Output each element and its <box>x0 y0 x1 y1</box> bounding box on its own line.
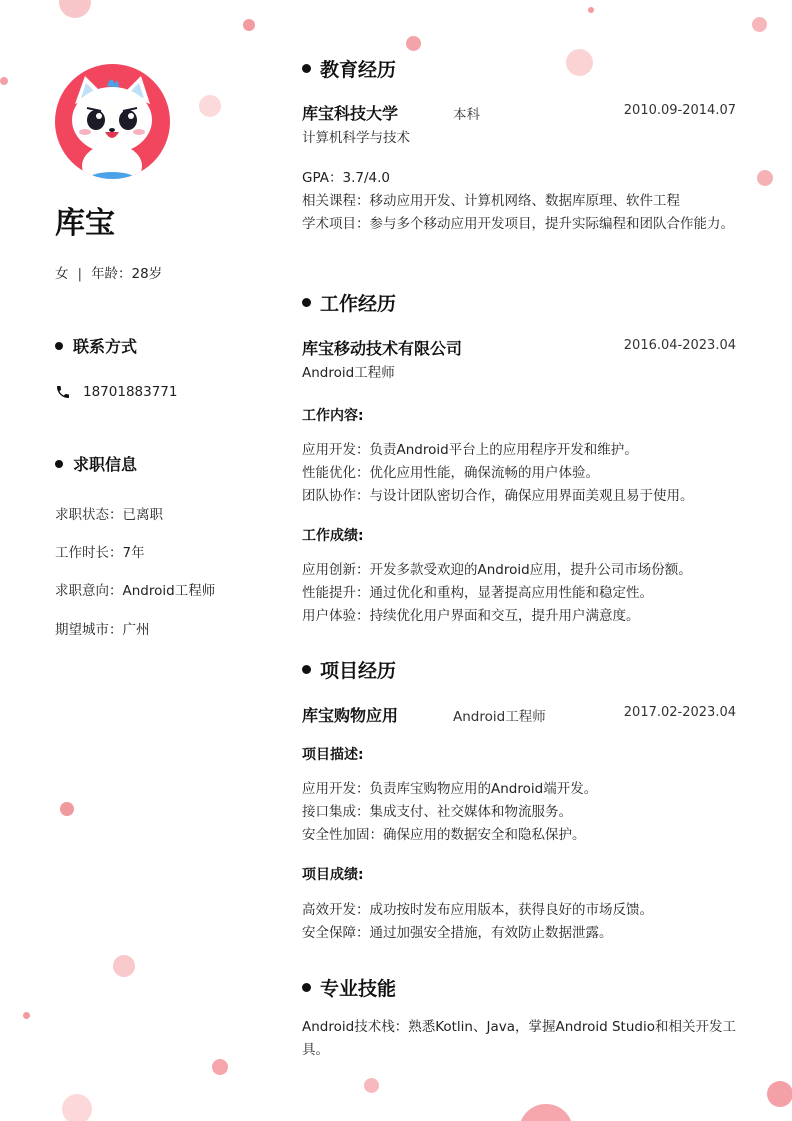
phone-number[interactable]: 18701883771 <box>83 384 178 400</box>
separator: | <box>77 266 83 282</box>
project-row <box>302 703 736 725</box>
phone-icon <box>55 384 71 400</box>
bullet-dot-icon <box>302 64 311 73</box>
skills-heading <box>302 974 396 1001</box>
contact-heading <box>55 334 137 357</box>
project-dates: 2017.02-2023.04 <box>623 705 736 720</box>
list-item: 高效开发：成功按时发布应用版本，获得良好的市场反馈。 <box>302 902 653 918</box>
cat-mascot-icon <box>55 64 170 179</box>
skills-heading-label: 专业技能 <box>320 978 397 1000</box>
decor-dot <box>243 19 255 31</box>
school-name: 库宝科技大学 <box>302 104 399 123</box>
work-results-title: 工作成绩: <box>302 528 364 544</box>
education-heading-label: 教育经历 <box>320 59 397 81</box>
project-heading-label: 项目经历 <box>320 660 397 682</box>
list-item: 应用创新：开发多款受欢迎的Android应用，提升公司市场份额。 <box>302 562 692 578</box>
decor-dot <box>113 955 135 977</box>
courses: 相关课程：移动应用开发、计算机网络、数据库原理、软件工程 <box>302 193 680 209</box>
decor-dot <box>59 0 91 18</box>
project-results-title: 项目成绩: <box>302 867 364 883</box>
phone-row <box>55 384 177 400</box>
skills-text: Android技术栈：熟悉Kotlin、Java，掌握Android Studio和相关开发工具。 <box>302 1019 736 1058</box>
decor-dot <box>767 1081 792 1107</box>
education-row <box>302 101 736 123</box>
list-item: 应用开发：负责库宝购物应用的Android端开发。 <box>302 781 598 797</box>
work-dates: 2016.04-2023.04 <box>623 338 736 353</box>
work-row <box>302 336 736 358</box>
project-desc-title: 项目描述: <box>302 747 364 763</box>
candidate-name: 库宝 <box>55 206 115 241</box>
decor-dot <box>588 7 594 13</box>
company-name: 库宝移动技术有限公司 <box>302 339 463 358</box>
list-item: 安全保障：通过加强安全措施，有效防止数据泄露。 <box>302 925 613 941</box>
list-item: 性能优化：优化应用性能，确保流畅的用户体验。 <box>302 465 599 481</box>
bullet-dot-icon <box>55 460 63 468</box>
list-item: 用户体验：持续优化用户界面和交互，提升用户满意度。 <box>302 608 640 624</box>
work-heading <box>302 289 396 316</box>
academic-projects: 学术项目：参与多个移动应用开发项目，提升实际编程和团队合作能力。 <box>302 216 734 232</box>
decor-dot <box>23 1012 30 1019</box>
job-status: 求职状态：已离职 <box>55 507 163 523</box>
list-item: 应用开发：负责Android平台上的应用程序开发和维护。 <box>302 442 638 458</box>
work-heading-label: 工作经历 <box>320 293 397 315</box>
decor-dot <box>757 170 773 186</box>
age: 年龄：28岁 <box>91 266 163 282</box>
basic-info <box>55 262 162 282</box>
job-info-heading-label: 求职信息 <box>73 455 138 474</box>
list-item: 接口集成：集成支付、社交媒体和物流服务。 <box>302 804 572 820</box>
bullet-dot-icon <box>302 665 311 674</box>
project-role: Android工程师 <box>453 709 546 725</box>
avatar <box>55 64 170 179</box>
decor-dot <box>62 1094 92 1121</box>
work-content-title: 工作内容: <box>302 408 364 424</box>
expected-city: 期望城市：广州 <box>55 622 150 638</box>
bullet-dot-icon <box>55 342 63 350</box>
list-item: 性能提升：通过优化和重构，显著提高应用性能和稳定性。 <box>302 585 653 601</box>
work-years: 工作时长：7年 <box>55 545 145 561</box>
list-item: 安全性加固：确保应用的数据安全和隐私保护。 <box>302 827 586 843</box>
education-dates: 2010.09-2014.07 <box>623 103 736 118</box>
education-heading <box>302 55 396 82</box>
decor-dot <box>212 1059 228 1075</box>
major: 计算机科学与技术 <box>302 130 410 146</box>
decor-dot <box>752 17 767 32</box>
decor-dot <box>60 802 74 816</box>
decor-dot <box>519 1104 573 1121</box>
decor-dot <box>566 49 593 76</box>
decor-dot <box>0 77 8 85</box>
degree: 本科 <box>453 107 480 123</box>
contact-heading-label: 联系方式 <box>73 337 138 356</box>
project-heading <box>302 656 396 683</box>
work-role: Android工程师 <box>302 365 395 381</box>
list-item: 团队协作：与设计团队密切合作，确保应用界面美观且易于使用。 <box>302 488 694 504</box>
decor-dot <box>364 1078 379 1093</box>
gpa: GPA：3.7/4.0 <box>302 170 390 186</box>
bullet-dot-icon <box>302 298 311 307</box>
job-intention: 求职意向：Android工程师 <box>55 583 216 599</box>
decor-dot <box>199 95 221 117</box>
project-name: 库宝购物应用 <box>302 706 399 725</box>
bullet-dot-icon <box>302 983 311 992</box>
decor-dot <box>406 36 421 51</box>
job-info-heading <box>55 452 137 475</box>
gender: 女 <box>55 266 69 282</box>
